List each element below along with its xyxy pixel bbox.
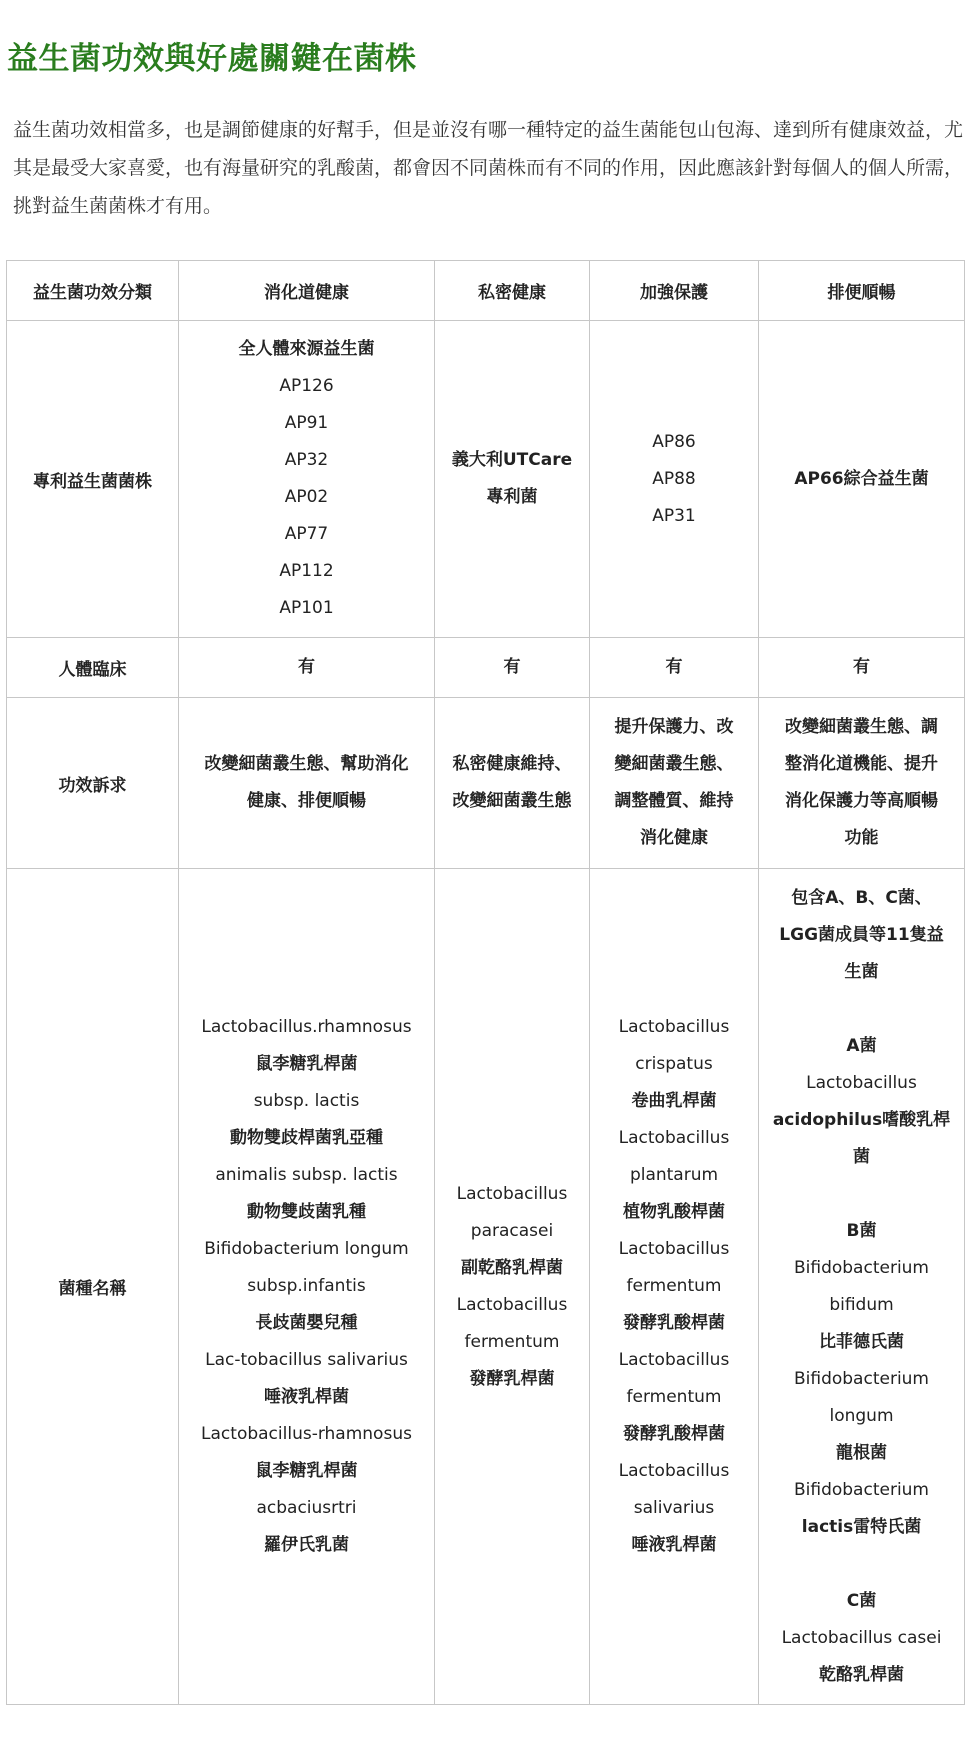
- cell-line: 包含A、B、C菌、: [791, 887, 932, 908]
- cell-line: 全人體來源益生菌: [238, 339, 375, 359]
- cell-lines: [439, 649, 585, 686]
- row-label-claims: 功效訴求: [7, 698, 179, 869]
- cell-line: 生菌: [844, 961, 879, 982]
- cell-line: 專利菌: [486, 487, 538, 507]
- cell-line: Lactobacillus-rhamnosus: [201, 1424, 412, 1444]
- cell-line: 副乾酪乳桿菌: [461, 1257, 563, 1278]
- cell-line: Lactobacillus: [618, 1461, 730, 1481]
- cell-line: 消化保護力等高順暢: [785, 791, 938, 811]
- cell-line: Bifidobacterium: [793, 1479, 929, 1500]
- cell-line: 發酵乳桿菌: [469, 1368, 555, 1389]
- cell-line: 龍根菌: [836, 1442, 887, 1463]
- page-title: 益生菌功效與好處關鍵在菌株: [7, 41, 417, 77]
- cell-line: 功能: [844, 828, 879, 848]
- table-cell: [590, 869, 759, 1705]
- cell-line: Lactobacillus: [618, 1017, 730, 1037]
- cell-line: 消化健康: [640, 828, 708, 848]
- table-row-claims: [7, 698, 965, 869]
- cell-line: Lactobacillus: [456, 1294, 568, 1315]
- cell-line: 發酵乳酸桿菌: [623, 1424, 725, 1444]
- cell-line: Lactobacillus: [456, 1183, 568, 1204]
- cell-lines: [763, 880, 960, 1694]
- cell-line: 發酵乳酸桿菌: [623, 1313, 725, 1333]
- strain-comparison-table: [6, 260, 965, 1705]
- row-label-clinical: 人體臨床: [7, 638, 179, 698]
- cell-line: 唾液乳桿菌: [264, 1387, 349, 1407]
- table-cell: [590, 321, 759, 638]
- cell-lines: [183, 1009, 430, 1564]
- cell-line: 整消化道機能、提升: [785, 754, 938, 774]
- cell-line: longum: [829, 1405, 894, 1426]
- cell-line: 長歧菌嬰兒種: [255, 1313, 358, 1333]
- cell-line: animalis subsp. lactis: [215, 1165, 398, 1185]
- cell-line: AP86: [652, 431, 696, 452]
- cell-line: Bifidobacterium longum: [204, 1239, 409, 1259]
- table-cell: [759, 638, 965, 698]
- cell-line: Bifidobacterium: [793, 1257, 929, 1278]
- row-label-patented-strains: 專利益生菌菌株: [7, 321, 179, 638]
- cell-line: LGG菌成員等11隻益: [779, 924, 944, 945]
- cell-line: AP112: [279, 561, 334, 581]
- cell-line: salivarius: [633, 1498, 715, 1518]
- cell-lines: [763, 649, 960, 686]
- cell-line: subsp.infantis: [247, 1276, 366, 1296]
- table-cell: [759, 869, 965, 1705]
- table-cell: [435, 638, 590, 698]
- cell-line: AP31: [652, 505, 696, 526]
- cell-line: 有: [298, 657, 315, 677]
- cell-line: 植物乳酸桿菌: [623, 1202, 725, 1222]
- table-cell: [435, 321, 590, 638]
- cell-line: 變細菌叢生態、: [614, 754, 734, 774]
- cell-line: AP88: [652, 468, 696, 489]
- table-row-patented-strains: [7, 321, 965, 638]
- cell-line: 改變細菌叢生態、調: [785, 717, 938, 737]
- table-cell: [590, 638, 759, 698]
- table-row-species: [7, 869, 965, 1705]
- cell-lines: [439, 746, 585, 820]
- cell-line: 有: [665, 657, 683, 677]
- table-cell: [590, 698, 759, 869]
- cell-line: AP77: [284, 524, 329, 544]
- cell-line: AP66綜合益生菌: [794, 468, 929, 489]
- cell-lines: [439, 1176, 585, 1398]
- strain-table-container: [6, 260, 965, 1705]
- cell-lines: [183, 649, 430, 686]
- cell-line: 唾液乳桿菌: [631, 1535, 717, 1555]
- table-header-row: [7, 261, 965, 321]
- cell-lines: [594, 649, 754, 686]
- cell-line: Lactobacillus.rhamnosus: [201, 1017, 412, 1037]
- cell-lines: [183, 746, 430, 820]
- cell-line: Lactobacillus: [618, 1350, 730, 1370]
- cell-line: Lactobacillus: [806, 1072, 917, 1093]
- table-cell: [759, 321, 965, 638]
- cell-line: 羅伊氏乳菌: [264, 1535, 349, 1555]
- cell-line: 有: [503, 657, 521, 677]
- cell-line: 提升保護力、改: [614, 717, 734, 737]
- cell-lines: [594, 424, 754, 535]
- cell-line: Lactobacillus casei: [781, 1627, 942, 1648]
- cell-lines: [763, 461, 960, 498]
- cell-line: 比菲德氏菌: [819, 1331, 904, 1352]
- cell-line: AP126: [279, 376, 334, 396]
- cell-line: crispatus: [635, 1054, 713, 1074]
- cell-line: bifidum: [829, 1294, 894, 1315]
- cell-line: Lactobacillus: [618, 1239, 730, 1259]
- cell-line: 義大利UTCare: [451, 450, 573, 470]
- cell-line: 卷曲乳桿菌: [631, 1091, 717, 1111]
- cell-line: AP101: [279, 598, 334, 618]
- cell-lines: [594, 709, 754, 857]
- cell-line: subsp. lactis: [253, 1091, 360, 1111]
- cell-line: 調整體質、維持: [614, 791, 734, 811]
- table-cell: [179, 869, 435, 1705]
- cell-line: C菌: [846, 1590, 877, 1611]
- cell-line: Lactobacillus: [618, 1128, 730, 1148]
- cell-line: acidophilus嗜酸乳桿: [772, 1109, 951, 1130]
- cell-line: AP91: [284, 413, 329, 433]
- table-cell: [435, 869, 590, 1705]
- cell-line: Bifidobacterium: [793, 1368, 929, 1389]
- cell-line: AP32: [284, 450, 329, 470]
- cell-line: 鼠李糖乳桿菌: [255, 1461, 358, 1481]
- table-cell: [759, 698, 965, 869]
- intro-paragraph: 益生菌功效相當多，也是調節健康的好幫手，但是並沒有哪一種特定的益生菌能包山包海、達到所有健康效益，尤其是最受大家喜愛，也有海量研究的乳酸菌，都會因不同菌株而有不同的作用，因此應該針對每個人的個人所需，挑對益生菌菌株才有用。: [13, 119, 964, 217]
- table-row-clinical: [7, 638, 965, 698]
- cell-line: 私密健康維持、: [452, 754, 572, 774]
- cell-lines: [439, 442, 585, 516]
- cell-lines: [594, 1009, 754, 1564]
- header-cell-protection: 加強保護: [590, 261, 759, 321]
- cell-line: B菌: [846, 1220, 877, 1241]
- cell-line: 健康、排便順暢: [247, 791, 366, 811]
- cell-line: fermentum: [626, 1276, 722, 1296]
- cell-line: paracasei: [470, 1220, 554, 1241]
- cell-line: 動物雙歧菌乳種: [247, 1202, 366, 1222]
- table-cell: [179, 638, 435, 698]
- cell-lines: [763, 709, 960, 857]
- cell-line: A菌: [846, 1035, 877, 1056]
- header-cell-category: 益生菌功效分類: [7, 261, 179, 321]
- header-cell-bowel: 排便順暢: [759, 261, 965, 321]
- row-label-species: 菌種名稱: [7, 869, 179, 1705]
- cell-line: 鼠李糖乳桿菌: [255, 1054, 358, 1074]
- cell-line: fermentum: [626, 1387, 722, 1407]
- header-cell-digestive: 消化道健康: [179, 261, 435, 321]
- cell-line: 動物雙歧桿菌乳亞種: [230, 1128, 383, 1148]
- cell-line: 菌: [853, 1146, 870, 1167]
- header-cell-intimate: 私密健康: [435, 261, 590, 321]
- table-cell: [435, 698, 590, 869]
- table-cell: [179, 698, 435, 869]
- cell-line: AP02: [284, 487, 329, 507]
- cell-line: acbaciusrtri: [256, 1498, 357, 1518]
- cell-lines: [183, 331, 430, 627]
- cell-line: Lac-tobacillus salivarius: [205, 1350, 408, 1370]
- cell-line: 改變細菌叢生態: [452, 791, 572, 811]
- cell-line: 有: [853, 657, 870, 677]
- cell-line: lactis雷特氏菌: [801, 1516, 922, 1537]
- cell-line: plantarum: [629, 1165, 719, 1185]
- cell-line: fermentum: [464, 1331, 560, 1352]
- cell-line: 改變細菌叢生態、幫助消化: [204, 754, 409, 774]
- cell-line: 乾酪乳桿菌: [819, 1664, 904, 1685]
- table-cell: [179, 321, 435, 638]
